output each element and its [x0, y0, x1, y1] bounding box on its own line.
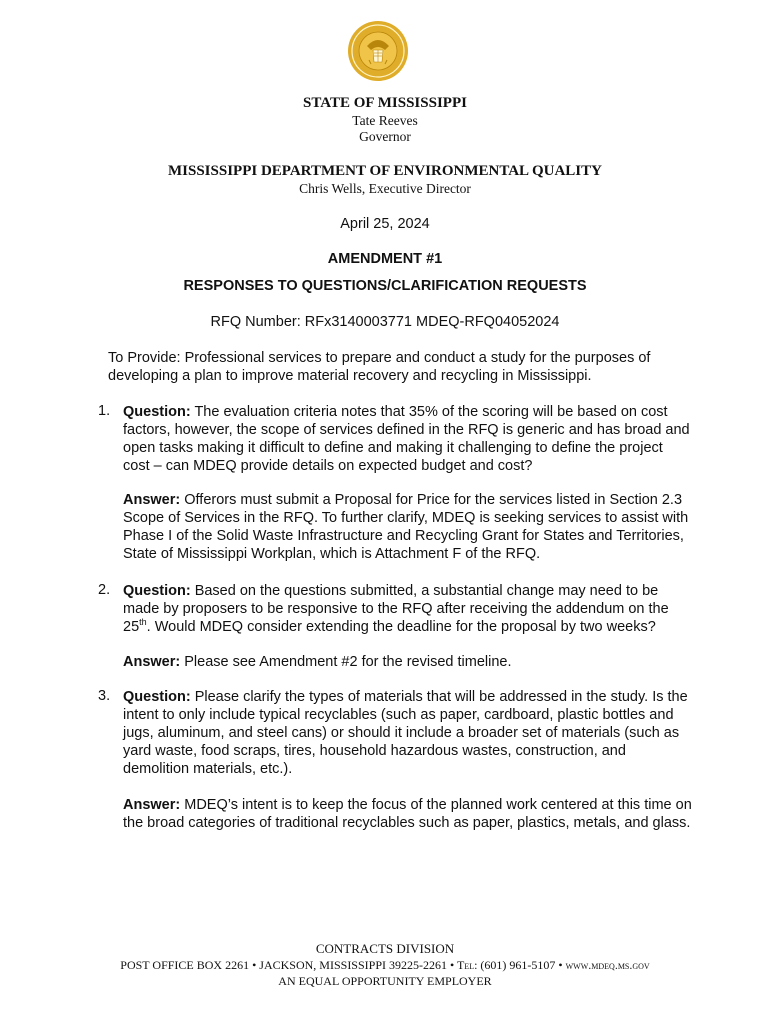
answer-2: Answer: Please see Amendment #2 for the revised timeline. [123, 654, 512, 670]
amendment-title: AMENDMENT #1 [327, 251, 443, 267]
governor-title: Governor [359, 129, 411, 144]
provide-paragraph: To Provide: Professional services to prepare and conduct a study for the purposes of developing a plan to improve material recovery and recycling in Mississippi. [108, 350, 651, 384]
question-label: Question: [123, 583, 191, 599]
rfq-number: RFQ Number: RFx3140003771 MDEQ-RFQ04052024 [210, 314, 560, 330]
document-subtitle: RESPONSES TO QUESTIONS/CLARIFICATION REQUESTS [183, 278, 587, 294]
question-3: Question: Please clarify the types of materials that will be addressed in the study. Is the intent to only include typical recyclables (such as paper, cardboard, plastic bottles and jugs, aluminum, and steel cans) or should it include a broader set of materials (such as yard waste, food scraps, tires, household hazardous wastes, construction, and demolition materials, etc.). [123, 689, 688, 777]
footer-division: CONTRACTS DIVISION [315, 941, 455, 956]
answer-1: Answer: Offerors must submit a Proposal for Price for the services listed in Section 2.3 Scope of Services in the RFQ. To further clarify, MDEQ is seeking services to assist with Phase I of the Solid Waste Infrastructure and Recycling Grant for States and Territories, State of Mississippi Workplan, which is Attachment F of the RFQ. [123, 492, 689, 562]
answer-label: Answer: [123, 797, 181, 813]
director-name: Chris Wells, Executive Director [299, 181, 471, 196]
item-number: 2. [98, 582, 111, 598]
answer-label: Answer: [123, 492, 181, 508]
state-title: STATE OF MISSISSIPPI [303, 95, 467, 111]
answer-label: Answer: [123, 654, 181, 670]
answer-3: Answer: MDEQ’s intent is to keep the focus of the planned work centered at this time on the broad categories of traditional recyclables such as paper, plastics, metals, and glass. [123, 797, 692, 831]
governor-name: Tate Reeves [352, 113, 418, 128]
question-2: Question: Based on the questions submitted, a substantial change may need to be made by proposers to be responsive to the RFQ after receiving the addendum on the 25th. Would MDEQ consider extending the deadline for the proposal by two weeks? [123, 583, 669, 635]
footer-address: POST OFFICE BOX 2261 • JACKSON, MISSISSIPPI 39225-2261 • Tel: (601) 961-5107 • www.mdeq.ms.gov [120, 958, 650, 972]
mississippi-state-seal-icon [347, 20, 409, 82]
question-label: Question: [123, 404, 191, 420]
footer-employer: AN EQUAL OPPORTUNITY EMPLOYER [278, 974, 492, 988]
department-name: MISSISSIPPI DEPARTMENT OF ENVIRONMENTAL QUALITY [168, 163, 602, 179]
question-label: Question: [123, 689, 191, 705]
letter-date: April 25, 2024 [340, 216, 430, 232]
item-number: 1. [98, 403, 111, 419]
question-1: Question: The evaluation criteria notes that 35% of the scoring will be based on cost factors, however, the scope of services defined in the RFQ is generic and has broad and open tasks making it difficult to define and making it challenging to define the project cost – can MDEQ provide details on expected budget and cost? [123, 404, 690, 474]
item-number: 3. [98, 688, 111, 704]
